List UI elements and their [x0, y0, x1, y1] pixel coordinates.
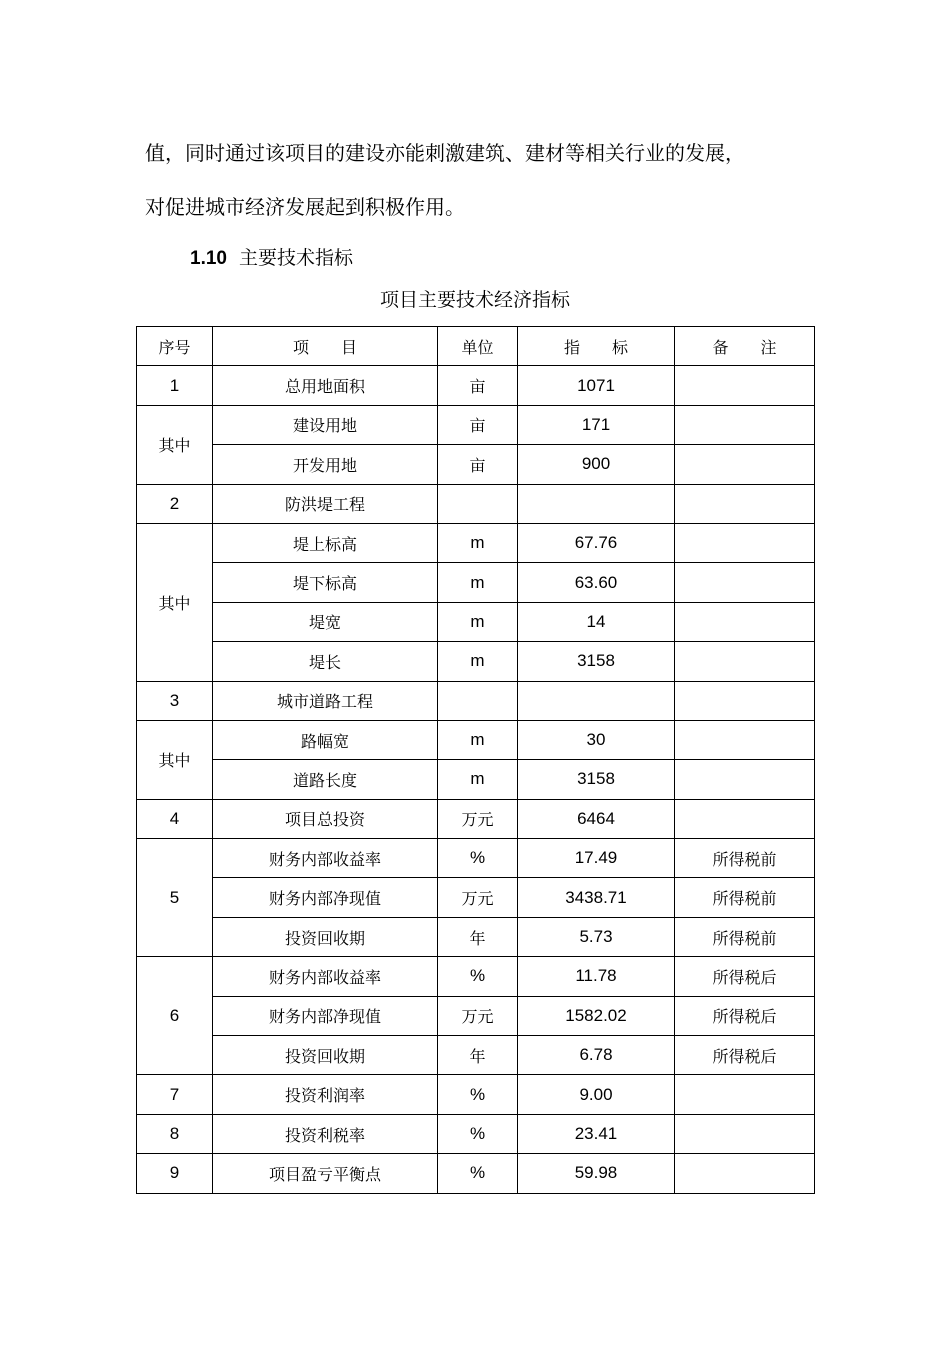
- cell-note: 所得税前: [675, 839, 815, 878]
- table-row: [137, 642, 815, 681]
- cell-note: [675, 1075, 815, 1114]
- cell-item: 项目盈亏平衡点: [213, 1154, 438, 1193]
- cell-note: [675, 602, 815, 641]
- cell-note: [675, 799, 815, 838]
- cell-item: 建设用地: [213, 405, 438, 444]
- cell-note: [675, 366, 815, 405]
- table-row: [137, 523, 815, 562]
- cell-value: 67.76: [518, 523, 675, 562]
- cell-item: 投资回收期: [213, 917, 438, 956]
- cell-item: 财务内部净现值: [213, 878, 438, 917]
- table-row: [137, 445, 815, 484]
- cell-item: 投资利税率: [213, 1114, 438, 1153]
- cell-value: 23.41: [518, 1114, 675, 1153]
- cell-item: 堤下标高: [213, 563, 438, 602]
- cell-unit: m: [438, 760, 518, 799]
- cell-item: 路幅宽: [213, 720, 438, 759]
- table-caption: 项目主要技术经济指标: [379, 289, 570, 311]
- body-paragraph-line-2: 对促进城市经济发展起到积极作用。: [145, 195, 465, 219]
- cell-unit: 亩: [438, 405, 518, 444]
- cell-seq: 3: [137, 681, 213, 720]
- cell-note: [675, 563, 815, 602]
- cell-item: 项目总投资: [213, 799, 438, 838]
- cell-note: [675, 405, 815, 444]
- header-note: 备 注: [675, 327, 815, 366]
- cell-item: 财务内部收益率: [213, 957, 438, 996]
- cell-note: 所得税后: [675, 996, 815, 1035]
- cell-item: 堤上标高: [213, 523, 438, 562]
- table-row: [137, 839, 815, 878]
- table-row: [137, 917, 815, 956]
- table-row: [137, 996, 815, 1035]
- cell-note: [675, 720, 815, 759]
- cell-unit: %: [438, 839, 518, 878]
- cell-unit: m: [438, 642, 518, 681]
- indicators-table: [136, 326, 815, 1194]
- cell-unit: m: [438, 563, 518, 602]
- cell-unit: 万元: [438, 799, 518, 838]
- cell-unit: 年: [438, 917, 518, 956]
- table-row: [137, 720, 815, 759]
- cell-value: 3438.71: [518, 878, 675, 917]
- body-paragraph-line-1: 值，同时通过该项目的建设亦能刺激建筑、建材等相关行业的发展，: [145, 141, 745, 165]
- cell-note: [675, 445, 815, 484]
- section-title: 主要技术指标: [238, 247, 353, 269]
- cell-seq: 4: [137, 799, 213, 838]
- cell-item: 堤宽: [213, 602, 438, 641]
- cell-seq: 9: [137, 1154, 213, 1193]
- cell-item: 城市道路工程: [213, 681, 438, 720]
- cell-value: 1582.02: [518, 996, 675, 1035]
- cell-unit: 亩: [438, 366, 518, 405]
- cell-seq: 其中: [137, 523, 213, 681]
- cell-unit: m: [438, 602, 518, 641]
- cell-note: [675, 484, 815, 523]
- cell-note: [675, 760, 815, 799]
- cell-value: 30: [518, 720, 675, 759]
- cell-value: 9.00: [518, 1075, 675, 1114]
- table-row: [137, 1114, 815, 1153]
- cell-seq: 2: [137, 484, 213, 523]
- cell-note: 所得税前: [675, 878, 815, 917]
- table-row: [137, 878, 815, 917]
- table-row: [137, 484, 815, 523]
- table-row: [137, 799, 815, 838]
- cell-unit: [438, 484, 518, 523]
- cell-value: 63.60: [518, 563, 675, 602]
- cell-note: [675, 523, 815, 562]
- table-row: [137, 563, 815, 602]
- cell-item: 投资回收期: [213, 1036, 438, 1075]
- cell-value: 171: [518, 405, 675, 444]
- cell-seq: 其中: [137, 405, 213, 484]
- section-heading: [190, 246, 353, 271]
- table-row: [137, 366, 815, 405]
- table-row: [137, 681, 815, 720]
- cell-value: [518, 681, 675, 720]
- cell-note: 所得税后: [675, 957, 815, 996]
- cell-item: 道路长度: [213, 760, 438, 799]
- cell-seq: 其中: [137, 720, 213, 799]
- cell-seq: 7: [137, 1075, 213, 1114]
- cell-unit: 年: [438, 1036, 518, 1075]
- cell-note: 所得税前: [675, 917, 815, 956]
- cell-seq: 1: [137, 366, 213, 405]
- header-item: 项 目: [213, 327, 438, 366]
- cell-note: [675, 642, 815, 681]
- cell-value: 17.49: [518, 839, 675, 878]
- cell-value: 3158: [518, 642, 675, 681]
- cell-unit: 万元: [438, 878, 518, 917]
- table-row: [137, 1154, 815, 1193]
- cell-value: 6464: [518, 799, 675, 838]
- cell-unit: 万元: [438, 996, 518, 1035]
- cell-unit: [438, 681, 518, 720]
- cell-value: [518, 484, 675, 523]
- header-seq: 序号: [137, 327, 213, 366]
- cell-seq: 8: [137, 1114, 213, 1153]
- table-row: [137, 1036, 815, 1075]
- cell-item: 财务内部收益率: [213, 839, 438, 878]
- cell-seq: 6: [137, 957, 213, 1075]
- header-unit: 单位: [438, 327, 518, 366]
- cell-value: 5.73: [518, 917, 675, 956]
- header-value: 指 标: [518, 327, 675, 366]
- cell-value: 11.78: [518, 957, 675, 996]
- cell-note: [675, 1154, 815, 1193]
- table-row: [137, 602, 815, 641]
- cell-value: 1071: [518, 366, 675, 405]
- cell-value: 900: [518, 445, 675, 484]
- cell-value: 59.98: [518, 1154, 675, 1193]
- cell-unit: %: [438, 1114, 518, 1153]
- cell-value: 3158: [518, 760, 675, 799]
- cell-unit: m: [438, 523, 518, 562]
- cell-seq: 5: [137, 839, 213, 957]
- table-row: [137, 760, 815, 799]
- cell-unit: %: [438, 1075, 518, 1114]
- cell-value: 14: [518, 602, 675, 641]
- table-row: [137, 957, 815, 996]
- table-row: [137, 405, 815, 444]
- cell-note: [675, 681, 815, 720]
- cell-item: 堤长: [213, 642, 438, 681]
- cell-note: 所得税后: [675, 1036, 815, 1075]
- cell-unit: 亩: [438, 445, 518, 484]
- cell-item: 开发用地: [213, 445, 438, 484]
- table-row: [137, 1075, 815, 1114]
- cell-unit: %: [438, 1154, 518, 1193]
- cell-item: 防洪堤工程: [213, 484, 438, 523]
- section-number: 1.10: [190, 248, 227, 269]
- cell-note: [675, 1114, 815, 1153]
- cell-value: 6.78: [518, 1036, 675, 1075]
- cell-item: 总用地面积: [213, 366, 438, 405]
- cell-item: 财务内部净现值: [213, 996, 438, 1035]
- cell-item: 投资利润率: [213, 1075, 438, 1114]
- cell-unit: %: [438, 957, 518, 996]
- cell-unit: m: [438, 720, 518, 759]
- table-header-row: [137, 327, 815, 366]
